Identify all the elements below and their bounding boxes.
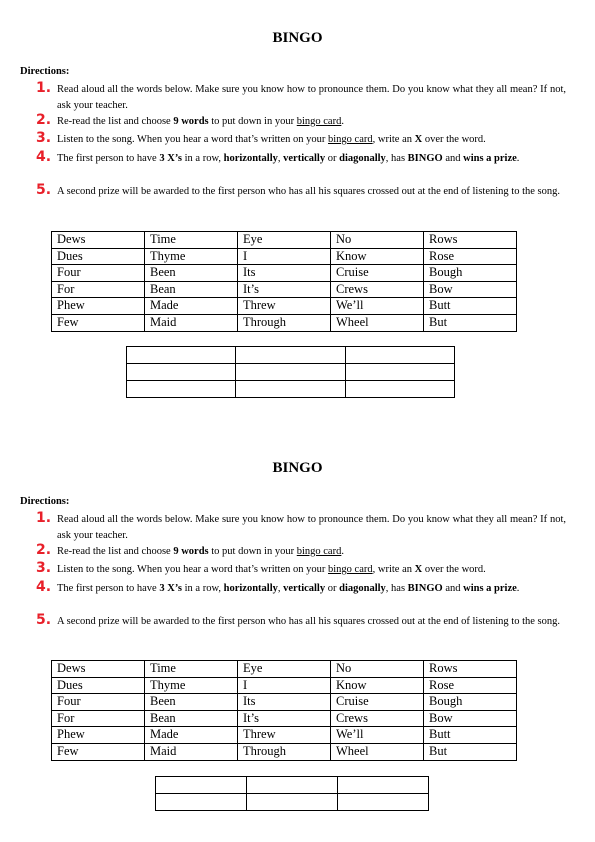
card-row	[127, 364, 455, 381]
text-run: , write an	[372, 134, 415, 145]
text-run: , has	[385, 583, 408, 594]
direction-step	[36, 114, 566, 130]
directions-label: Directions:	[20, 496, 70, 507]
text-run: The first person to have	[57, 153, 160, 164]
direction-step	[36, 512, 566, 544]
text-run: .	[341, 116, 344, 127]
table-row	[52, 281, 517, 298]
table-row	[52, 298, 517, 315]
text-run: in a row,	[182, 153, 224, 164]
card-square[interactable]	[156, 794, 247, 811]
step-text	[57, 581, 566, 597]
word-list-table	[51, 660, 517, 761]
word-cell: Thyme	[145, 248, 238, 265]
card-square[interactable]	[236, 347, 345, 364]
bold-text: wins a prize	[463, 583, 517, 594]
step-text	[57, 82, 566, 114]
table-row	[52, 232, 517, 249]
word-cell: Bean	[145, 710, 238, 727]
word-cell: Cruise	[331, 694, 424, 711]
word-cell: Threw	[238, 727, 331, 744]
word-list-table	[51, 231, 517, 332]
text-run: or	[325, 583, 340, 594]
direction-step	[36, 614, 566, 630]
card-row	[127, 347, 455, 364]
step-text	[57, 614, 566, 630]
word-cell: Time	[145, 661, 238, 678]
bold-text: X	[414, 134, 423, 145]
card-row	[127, 381, 455, 398]
text-run: .	[516, 583, 520, 594]
word-cell: Phew	[52, 298, 145, 315]
text-run: over the word.	[422, 564, 486, 575]
word-cell: Rose	[424, 677, 517, 694]
word-cell: Threw	[238, 298, 331, 315]
table-row	[52, 677, 517, 694]
card-square[interactable]	[338, 777, 429, 794]
word-cell: Made	[145, 298, 238, 315]
word-cell: Through	[238, 743, 331, 760]
word-cell: We’ll	[331, 727, 424, 744]
word-cell: No	[331, 232, 424, 249]
table-row	[52, 694, 517, 711]
word-cell: But	[424, 743, 517, 760]
word-cell: It’s	[238, 710, 331, 727]
text-run: in a row,	[182, 583, 224, 594]
text-run: to put down in your	[208, 116, 297, 127]
text-run: over the word.	[422, 134, 486, 145]
word-cell: Made	[145, 727, 238, 744]
word-cell: Dues	[52, 677, 145, 694]
bold-text: X	[414, 564, 423, 575]
bingo-card-grid	[155, 776, 429, 811]
card-square[interactable]	[127, 364, 236, 381]
card-square[interactable]	[156, 777, 247, 794]
text-run: , has	[385, 153, 408, 164]
word-cell: We’ll	[331, 298, 424, 315]
text-run: ,	[277, 583, 284, 594]
direction-step	[36, 581, 566, 597]
text-run: The first person to have	[57, 583, 160, 594]
word-cell: Rows	[424, 232, 517, 249]
text-run: to put down in your	[208, 546, 297, 557]
word-cell: Dues	[52, 248, 145, 265]
word-cell: Through	[238, 314, 331, 331]
step-number: 5.	[36, 182, 52, 198]
bold-text: BINGO	[407, 583, 443, 594]
word-cell: Eye	[238, 232, 331, 249]
step-text	[57, 544, 566, 560]
direction-step	[36, 184, 566, 200]
bold-text: 3 X’s	[159, 583, 183, 594]
card-square[interactable]	[345, 364, 454, 381]
word-cell: It’s	[238, 281, 331, 298]
text-run: .	[516, 153, 520, 164]
word-cell: Time	[145, 232, 238, 249]
word-cell: Dews	[52, 661, 145, 678]
direction-step	[36, 151, 566, 167]
bold-text: vertically	[283, 153, 326, 164]
word-cell: Dews	[52, 232, 145, 249]
step-number: 3.	[36, 130, 52, 146]
table-row	[52, 248, 517, 265]
word-cell: Maid	[145, 743, 238, 760]
step-text	[57, 132, 566, 148]
text-run: Read aloud all the words below. Make sure you know how to pronounce them. Do you know what they all mean? If not, ask your teacher.	[57, 514, 566, 541]
table-row	[52, 743, 517, 760]
text-run: Listen to the song. When you hear a word that’s written on your	[57, 564, 329, 575]
word-cell: Phew	[52, 727, 145, 744]
underlined-text: bingo card	[328, 564, 373, 575]
word-cell: Know	[331, 248, 424, 265]
word-cell: Bough	[424, 694, 517, 711]
step-text	[57, 114, 566, 130]
text-run: or	[325, 153, 340, 164]
table-row	[52, 265, 517, 282]
bold-text: BINGO	[407, 153, 443, 164]
text-run: Read aloud all the words below. Make sure you know how to pronounce them. Do you know what they all mean? If not, ask your teacher.	[57, 84, 566, 111]
text-run: Listen to the song. When you hear a word that’s written on your	[57, 134, 329, 145]
word-cell: Wheel	[331, 743, 424, 760]
bold-text: 9 words	[173, 116, 209, 127]
step-text	[57, 184, 566, 200]
word-cell: Rows	[424, 661, 517, 678]
word-cell: Know	[331, 677, 424, 694]
word-cell: Thyme	[145, 677, 238, 694]
bold-text: 9 words	[173, 546, 209, 557]
direction-step	[36, 562, 566, 578]
bingo-card-grid	[126, 346, 455, 398]
word-cell: Its	[238, 694, 331, 711]
word-cell: Eye	[238, 661, 331, 678]
underlined-text: bingo card	[296, 546, 342, 557]
word-cell: I	[238, 677, 331, 694]
card-square[interactable]	[247, 777, 338, 794]
direction-step	[36, 132, 566, 148]
word-cell: Four	[52, 694, 145, 711]
text-run: A second prize will be awarded to the first person who has all his squares crossed out at the end of listening to the song.	[57, 616, 561, 627]
card-square[interactable]	[345, 347, 454, 364]
card-square[interactable]	[247, 794, 338, 811]
bold-text: horizontally	[223, 583, 278, 594]
text-run: , write an	[372, 564, 415, 575]
word-cell: Few	[52, 314, 145, 331]
step-text	[57, 562, 566, 578]
step-number: 2.	[36, 542, 52, 558]
directions-label: Directions:	[20, 66, 70, 77]
underlined-text: bingo card	[296, 116, 342, 127]
word-cell: I	[238, 248, 331, 265]
bold-text: diagonally	[339, 583, 386, 594]
word-cell: For	[52, 281, 145, 298]
card-square[interactable]	[127, 381, 236, 398]
direction-step	[36, 544, 566, 560]
step-number: 3.	[36, 560, 52, 576]
text-run: ,	[277, 153, 284, 164]
word-cell: Been	[145, 694, 238, 711]
worksheet-title: BINGO	[272, 460, 323, 476]
text-run: and	[442, 583, 464, 594]
step-number: 2.	[36, 112, 52, 128]
card-row	[156, 777, 429, 794]
card-square[interactable]	[338, 794, 429, 811]
card-row	[156, 794, 429, 811]
word-cell: Crews	[331, 281, 424, 298]
step-text	[57, 512, 566, 544]
word-cell: Its	[238, 265, 331, 282]
step-number: 4.	[36, 579, 52, 595]
bold-text: 3 X’s	[159, 153, 183, 164]
word-cell: Bough	[424, 265, 517, 282]
word-cell: Four	[52, 265, 145, 282]
step-number: 5.	[36, 612, 52, 628]
card-square[interactable]	[127, 347, 236, 364]
word-cell: Rose	[424, 248, 517, 265]
text-run: A second prize will be awarded to the first person who has all his squares crossed out at the end of listening to the song.	[57, 186, 561, 197]
text-run: .	[341, 546, 344, 557]
word-cell: Bean	[145, 281, 238, 298]
word-cell: Butt	[424, 727, 517, 744]
step-text	[57, 151, 566, 167]
word-cell: For	[52, 710, 145, 727]
text-run: and	[442, 153, 464, 164]
word-cell: Been	[145, 265, 238, 282]
word-cell: But	[424, 314, 517, 331]
table-row	[52, 710, 517, 727]
underlined-text: bingo card	[328, 134, 373, 145]
word-cell: Butt	[424, 298, 517, 315]
card-square[interactable]	[236, 381, 345, 398]
worksheet-title: BINGO	[272, 30, 323, 46]
word-cell: Bow	[424, 281, 517, 298]
direction-step	[36, 82, 566, 114]
table-row	[52, 727, 517, 744]
card-square[interactable]	[236, 364, 345, 381]
bold-text: horizontally	[223, 153, 278, 164]
word-cell: Cruise	[331, 265, 424, 282]
card-square[interactable]	[345, 381, 454, 398]
word-cell: Few	[52, 743, 145, 760]
word-cell: Wheel	[331, 314, 424, 331]
text-run: Re-read the list and choose	[57, 546, 174, 557]
table-row	[52, 661, 517, 678]
word-cell: Maid	[145, 314, 238, 331]
word-cell: Crews	[331, 710, 424, 727]
bold-text: diagonally	[339, 153, 386, 164]
bold-text: wins a prize	[463, 153, 517, 164]
table-row	[52, 314, 517, 331]
step-number: 1.	[36, 510, 52, 526]
text-run: Re-read the list and choose	[57, 116, 174, 127]
step-number: 4.	[36, 149, 52, 165]
word-cell: No	[331, 661, 424, 678]
word-cell: Bow	[424, 710, 517, 727]
step-number: 1.	[36, 80, 52, 96]
bold-text: vertically	[283, 583, 326, 594]
